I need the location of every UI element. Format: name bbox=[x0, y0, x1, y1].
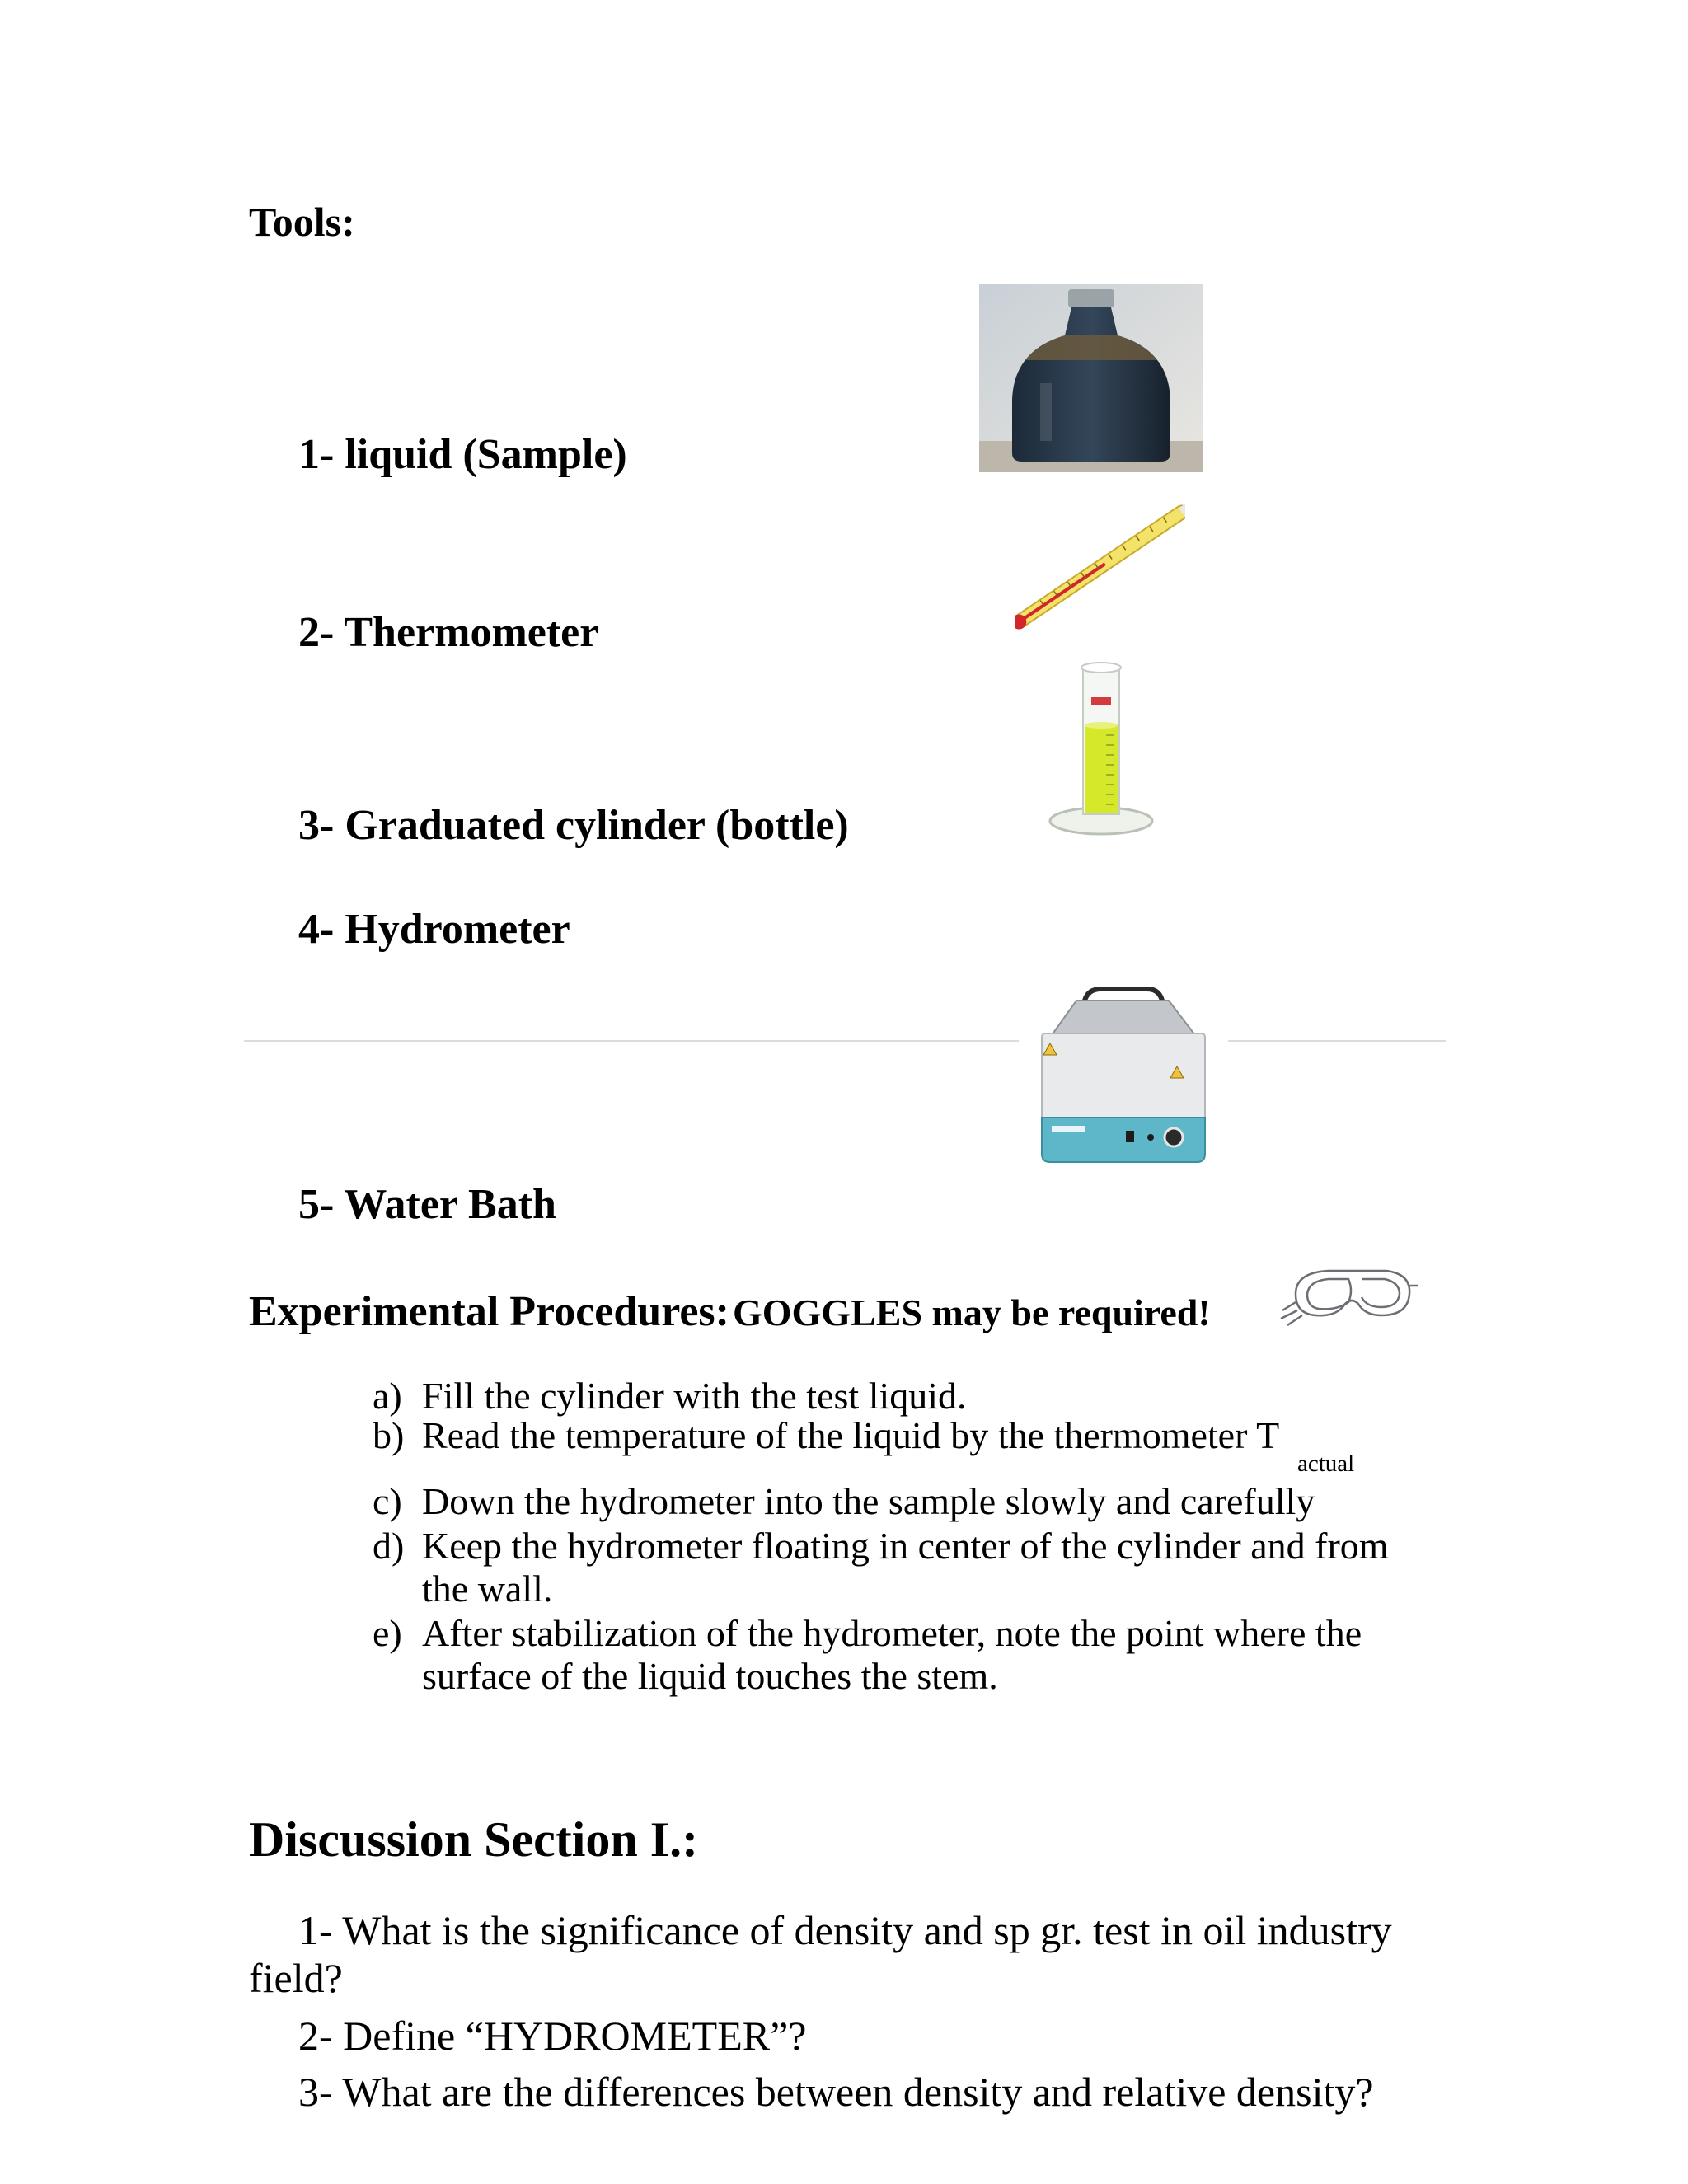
tools-heading: Tools: bbox=[249, 199, 355, 245]
discussion-question: 3- What are the differences between density and relative density? bbox=[298, 2069, 1374, 2115]
tool-item-hydrometer: 4- Hydrometer bbox=[298, 906, 570, 953]
step-text: Down the hydrometer into the sample slowly and carefully bbox=[422, 1480, 1315, 1522]
procedure-step bbox=[373, 1525, 1389, 1568]
graduated-cylinder-icon bbox=[1040, 659, 1162, 839]
step-label: a) bbox=[373, 1375, 402, 1417]
step-text: Fill the cylinder with the test liquid. bbox=[422, 1375, 967, 1417]
discussion-question: 2- Define “HYDROMETER”? bbox=[298, 2013, 807, 2059]
step-label: b) bbox=[373, 1414, 405, 1456]
thermometer-icon bbox=[1015, 493, 1185, 641]
step-label: d) bbox=[373, 1525, 405, 1567]
tool-item-water-bath: 5- Water Bath bbox=[298, 1181, 556, 1228]
step-text-continued: the wall. bbox=[422, 1568, 553, 1610]
step-text: Keep the hydrometer floating in center of the cylinder and from bbox=[422, 1525, 1389, 1567]
discussion-heading: Discussion Section I.: bbox=[249, 1812, 699, 1867]
procedures-heading bbox=[249, 1287, 1211, 1336]
discussion-question: 1- What is the significance of density and sp gr. test in oil industry bbox=[298, 1907, 1392, 1953]
goggles-icon bbox=[1279, 1261, 1418, 1330]
procedure-step bbox=[373, 1480, 1315, 1523]
water-bath-icon bbox=[1027, 986, 1220, 1177]
procedure-step bbox=[373, 1414, 1280, 1457]
discussion-question-continued: field? bbox=[249, 1955, 343, 2001]
step-text: After stabilization of the hydrometer, note the point where the bbox=[422, 1612, 1362, 1654]
tool-item-thermometer: 2- Thermometer bbox=[298, 609, 599, 656]
step-label: e) bbox=[373, 1612, 402, 1654]
step-text-continued: surface of the liquid touches the stem. bbox=[422, 1655, 998, 1697]
sample-bottle-icon bbox=[979, 284, 1203, 472]
procedure-step bbox=[373, 1612, 1362, 1655]
procedures-title: Experimental Procedures: bbox=[249, 1288, 729, 1335]
tool-item-sample: 1- liquid (Sample) bbox=[298, 431, 627, 478]
divider-left bbox=[244, 1040, 1019, 1042]
tool-item-graduated-cylinder: 3- Graduated cylinder (bottle) bbox=[298, 802, 849, 849]
step-text: Read the temperature of the liquid by the thermometer T bbox=[422, 1414, 1280, 1456]
step-label: c) bbox=[373, 1480, 402, 1522]
goggles-warning: GOGGLES may be required! bbox=[732, 1291, 1211, 1333]
procedure-step bbox=[373, 1375, 967, 1418]
divider-right bbox=[1228, 1040, 1446, 1042]
subscript-actual: actual bbox=[1297, 1451, 1355, 1477]
